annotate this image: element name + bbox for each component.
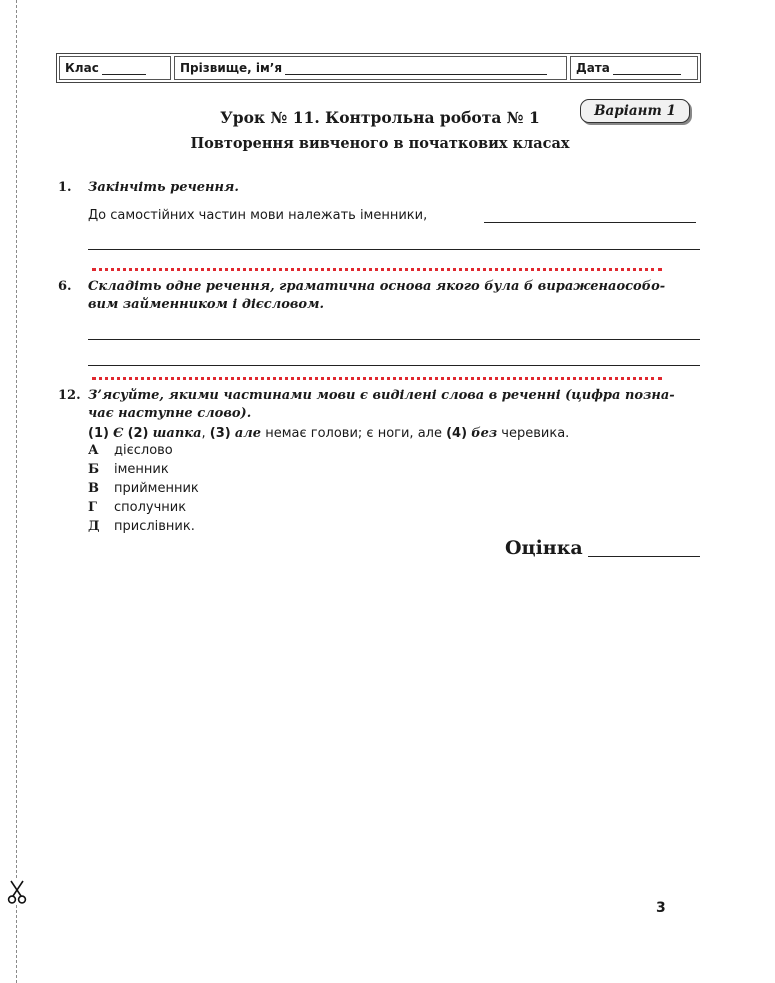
highlighted-word-2: шапка xyxy=(152,426,202,441)
sentence-text: черевика. xyxy=(501,426,570,441)
separator-dots xyxy=(92,377,662,380)
class-field[interactable] xyxy=(59,56,171,80)
question-12-prompt-line1: З’ясуйте, якими частинами мови є виділені слова в реченні (цифра позна- xyxy=(88,388,675,403)
scissors-icon xyxy=(7,879,27,905)
question-12-number: 12. xyxy=(58,388,81,403)
name-label: Прізвище, ім’я xyxy=(180,61,283,75)
marker-1: (1) xyxy=(88,426,109,441)
grade-label: Оцінка xyxy=(505,537,583,559)
option-text: іменник xyxy=(114,462,169,477)
highlighted-word-4: без xyxy=(471,426,498,441)
marker-3: (3) xyxy=(209,426,231,441)
option-letter: А xyxy=(88,443,99,458)
marker-2: (2) xyxy=(127,426,149,441)
option-letter: Д xyxy=(88,519,100,534)
lesson-title: Урок № 11. Контрольна робота № 1 xyxy=(220,108,540,127)
answer-option-a[interactable] xyxy=(88,443,173,458)
question-12-prompt-line2: чає наступне слово). xyxy=(88,406,252,421)
question-6-prompt-line2: вим займенником і дієсловом. xyxy=(88,297,324,312)
separator-dots xyxy=(92,268,662,271)
lesson-subtitle: Повторення вивченого в початкових класах xyxy=(190,135,570,152)
option-text: сполучник xyxy=(114,500,187,515)
answer-option-d[interactable] xyxy=(88,519,195,534)
answer-line[interactable] xyxy=(88,339,700,340)
cut-line xyxy=(16,0,17,983)
class-label: Клас xyxy=(65,61,99,75)
name-blank[interactable] xyxy=(285,62,547,75)
answer-line[interactable] xyxy=(484,222,696,223)
marker-4: (4) xyxy=(446,426,468,441)
option-letter: В xyxy=(88,481,99,496)
option-text: прийменник xyxy=(114,481,199,496)
name-field[interactable] xyxy=(174,56,567,80)
variant-badge: Варіант 1 xyxy=(580,99,690,123)
class-blank[interactable] xyxy=(102,62,146,75)
question-6-number: 6. xyxy=(58,279,72,294)
option-letter: Б xyxy=(88,462,100,477)
option-text: дієслово xyxy=(114,443,173,458)
highlighted-word-1: Є xyxy=(113,426,124,441)
answer-option-b[interactable] xyxy=(88,462,169,477)
question-6-prompt-line1: Складіть одне речення, граматична основа якого була б вираженаособо- xyxy=(88,279,666,294)
option-text: прислівник. xyxy=(114,519,195,534)
date-blank[interactable] xyxy=(613,62,681,75)
question-12-sentence xyxy=(88,426,569,441)
answer-option-v[interactable] xyxy=(88,481,199,496)
sentence-text: , xyxy=(201,426,206,441)
sentence-text: немає голови; є ноги, але xyxy=(265,426,442,441)
highlighted-word-3: але xyxy=(234,426,262,441)
question-1-prompt: Закінчіть речення. xyxy=(88,180,239,195)
page-number: 3 xyxy=(656,900,666,916)
question-1-text: До самостійних частин мови належать іменники, xyxy=(88,208,428,223)
grade-blank[interactable] xyxy=(588,556,700,557)
answer-line[interactable] xyxy=(88,249,700,250)
answer-option-g[interactable] xyxy=(88,500,186,515)
answer-line[interactable] xyxy=(88,365,700,366)
question-1-number: 1. xyxy=(58,180,72,195)
date-label: Дата xyxy=(576,61,610,75)
option-letter: Г xyxy=(88,500,97,515)
student-info-table xyxy=(56,53,701,83)
date-field[interactable] xyxy=(570,56,698,80)
